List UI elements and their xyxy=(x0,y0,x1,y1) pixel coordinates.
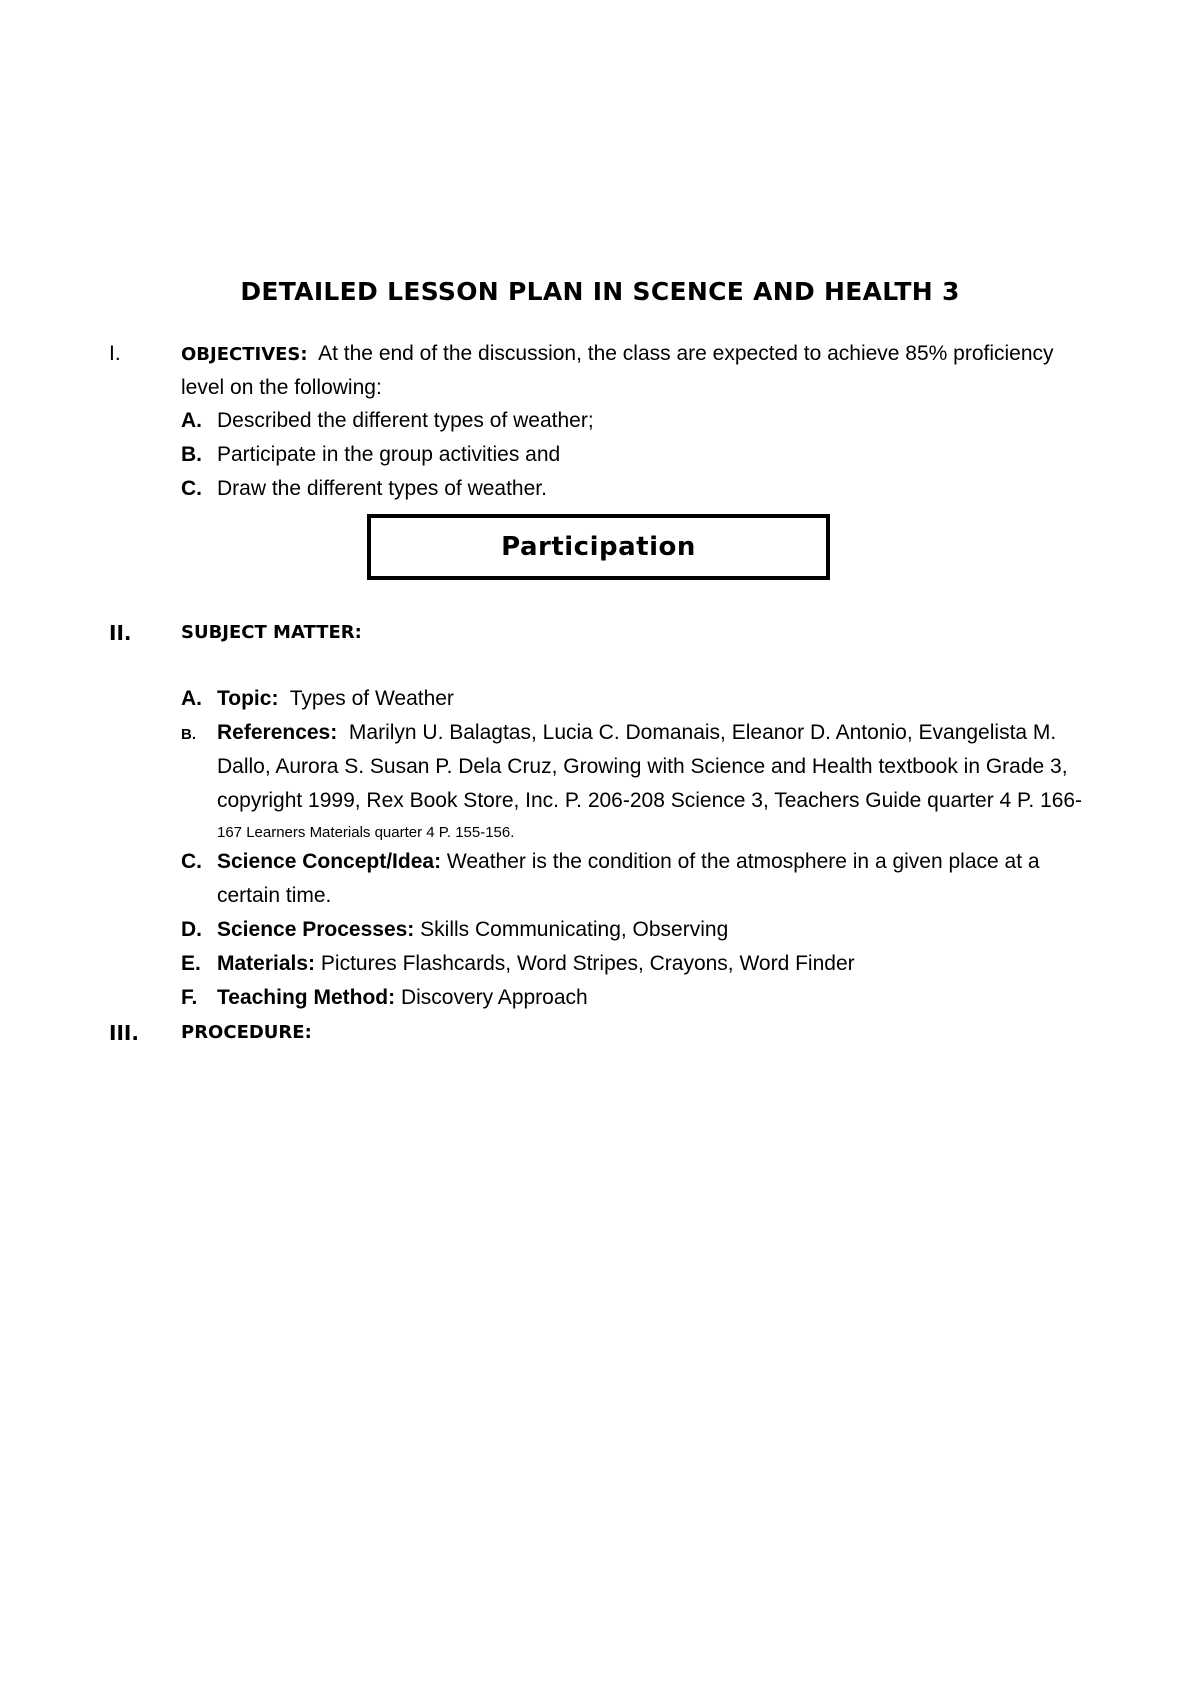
method-text: Discovery Approach xyxy=(400,986,588,1009)
topic-text: Types of Weather xyxy=(289,687,454,710)
subject-method xyxy=(181,981,588,1015)
concept-line-2: certain time. xyxy=(217,884,332,907)
objective-item xyxy=(181,472,547,506)
subject-topic xyxy=(181,682,454,716)
processes-label: Science Processes: xyxy=(217,918,415,941)
materials-text: Pictures Flashcards, Word Stripes, Crayons, Word Finder xyxy=(320,952,855,975)
references-label: References: xyxy=(217,721,338,744)
objective-text: Draw the different types of weather. xyxy=(217,477,547,500)
subject-matter-heading: SUBJECT MATTER: xyxy=(181,622,362,643)
page-title: DETAILED LESSON PLAN IN SCENCE AND HEALTH 3 xyxy=(240,277,960,306)
objectives-intro-line-2: level on the following: xyxy=(181,376,382,399)
objective-item xyxy=(181,438,560,472)
concept-line-1: Weather is the condition of the atmosphere in a given place at a xyxy=(446,850,1040,873)
processes-letter: D. xyxy=(181,918,202,941)
objective-letter: B. xyxy=(181,443,202,466)
references-line-4: 167 Learners Materials quarter 4 P. 155-156. xyxy=(217,824,515,841)
objective-item xyxy=(181,404,594,438)
concept-label: Science Concept/Idea: xyxy=(217,850,442,873)
objective-letter: A. xyxy=(181,409,202,432)
references-line-3: copyright 1999, Rex Book Store, Inc. P. 206-208 Science 3, Teachers Guide quarter 4 P. 166- xyxy=(217,789,1083,812)
references-line-1: Marilyn U. Balagtas, Lucia C. Domanais, Eleanor D. Antonio, Evangelista M. xyxy=(348,721,1057,744)
topic-letter: A. xyxy=(181,687,202,710)
procedure-heading: PROCEDURE: xyxy=(181,1022,312,1043)
concept-letter: C. xyxy=(181,850,202,873)
references-line-2: Dallo, Aurora S. Susan P. Dela Cruz, Growing with Science and Health textbook in Grade 3, xyxy=(217,755,1068,778)
materials-letter: E. xyxy=(181,952,201,975)
subject-materials xyxy=(181,947,855,981)
objectives-intro-line-1 xyxy=(181,337,1054,372)
objective-text: Participate in the group activities and xyxy=(217,443,561,466)
processes-text: Skills Communicating, Observing xyxy=(420,918,729,941)
participation-box: Participation xyxy=(367,514,830,580)
section-numeral-subject-matter: II. xyxy=(109,621,132,645)
references-letter: B. xyxy=(181,726,196,743)
objective-text: Described the different types of weather; xyxy=(217,409,594,432)
objectives-intro-text: At the end of the discussion, the class are expected to achieve 85% proficiency xyxy=(318,342,1054,365)
topic-label: Topic: xyxy=(217,687,279,710)
objectives-heading: OBJECTIVES: xyxy=(181,344,308,365)
method-label: Teaching Method: xyxy=(217,986,396,1009)
method-letter: F. xyxy=(181,986,198,1009)
subject-concept xyxy=(181,845,1040,879)
materials-label: Materials: xyxy=(217,952,316,975)
objective-letter: C. xyxy=(181,477,202,500)
subject-processes xyxy=(181,913,728,947)
section-numeral-procedure: III. xyxy=(109,1021,139,1045)
section-numeral-objectives: I. xyxy=(109,342,121,365)
subject-references xyxy=(181,716,1056,752)
